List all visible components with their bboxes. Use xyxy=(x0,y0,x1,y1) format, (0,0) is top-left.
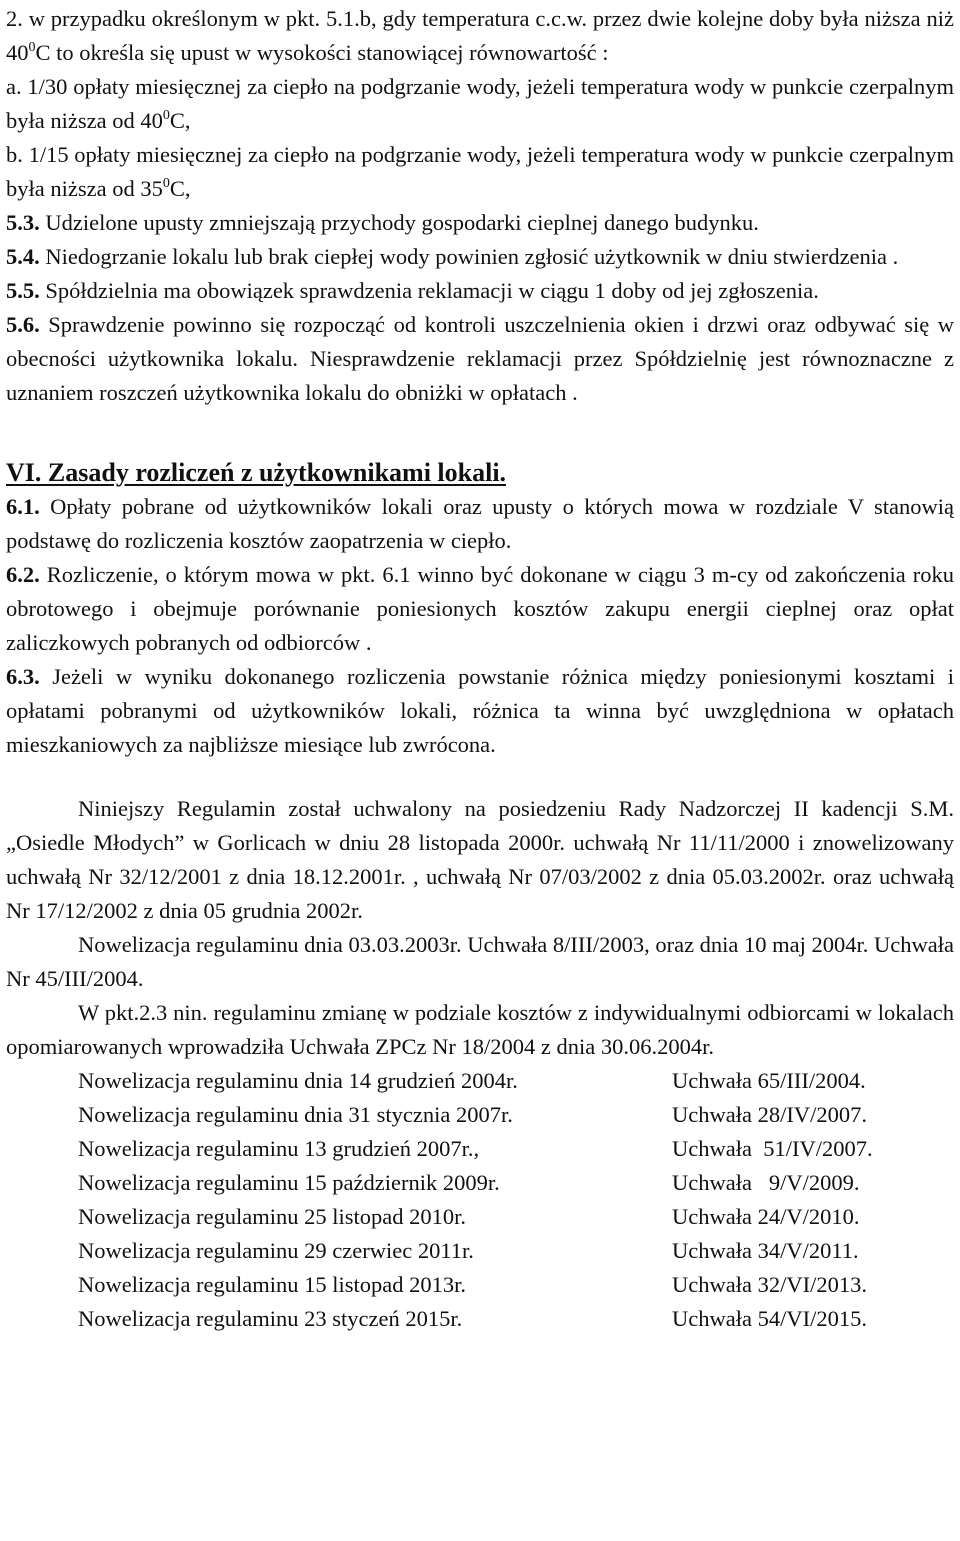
list-item xyxy=(78,1064,954,1098)
resolution-number: Uchwała 54/VI/2015. xyxy=(672,1306,867,1331)
list-item-text: b. 1/15 opłaty miesięcznej za ciepło na podgrzanie wody, jeżeli temperatura wody w punkcie czerpalnym była niższa od 35 xyxy=(6,142,954,201)
novelization-date: Nowelizacja regulaminu 15 październik 2009r. xyxy=(78,1170,500,1195)
list-item xyxy=(78,1166,954,1200)
novelization-date: Nowelizacja regulaminu 29 czerwiec 2011r. xyxy=(78,1238,474,1263)
paragraph-text: Opłaty pobrane od użytkowników lokali oraz upusty o których mowa w rozdziale V stanowią podstawę do rozliczenia kosztów zaopatrzenia w ciepło. xyxy=(6,494,955,553)
paragraph-text: Niedogrzanie lokalu lub brak ciepłej wody powinien zgłosić użytkownik w dniu stwierdzenia . xyxy=(45,244,899,269)
paragraph-6-3 xyxy=(6,660,954,762)
superscript-degree: 0 xyxy=(162,108,170,123)
paragraph-5-2 xyxy=(6,2,954,70)
paragraph-text: Spółdzielnia ma obowiązek sprawdzenia reklamacji w ciągu 1 doby od jej zgłoszenia. xyxy=(45,278,819,303)
list-item xyxy=(78,1132,954,1166)
resolution-number: Uchwała 9/V/2009. xyxy=(672,1170,860,1195)
resolution-number: Uchwała 28/IV/2007. xyxy=(672,1102,867,1127)
superscript-degree: 0 xyxy=(162,176,170,191)
paragraph-text: Sprawdzenie powinno się rozpocząć od kontroli uszczelnienia okien i drzwi oraz odbywać się w obecności użytkownika lokalu. Niesprawdzenie reklamacji przez Spółdzielnię jest równoznaczne z uznaniem roszczeń użytkownika lokalu do obniżki w opłatach . xyxy=(6,312,955,405)
paragraph-text: Rozliczenie, o którym mowa w pkt. 6.1 winno być dokonane w ciągu 3 m-cy od zakończenia roku obrotowego i obejmuje porównanie poniesionych kosztów zakupu energii cieplnej oraz opłat zaliczkowych pobranych od odbiorców . xyxy=(6,562,954,655)
list-item-b xyxy=(6,138,954,206)
resolution-number: Uchwała 51/IV/2007. xyxy=(672,1136,873,1161)
resolution-number: Uchwała 32/VI/2013. xyxy=(672,1272,867,1297)
paragraph-number: 6.3. xyxy=(6,664,40,689)
paragraph-6-2 xyxy=(6,558,954,660)
closing-paragraph-amendment: W pkt.2.3 nin. regulaminu zmianę w podziale kosztów z indywidualnymi odbiorcami w lokalach opomiarowanych wprowadziła Uchwała ZPCz Nr 18/2004 z dnia 30.06.2004r. xyxy=(6,1000,954,1059)
resolution-number: Uchwała 24/V/2010. xyxy=(672,1204,860,1229)
novelization-date: Nowelizacja regulaminu 13 grudzień 2007r., xyxy=(78,1136,480,1161)
paragraph-6-1 xyxy=(6,490,954,558)
novelization-date: Nowelizacja regulaminu dnia 14 grudzień 2004r. xyxy=(78,1068,518,1093)
novelization-date: Nowelizacja regulaminu 23 styczeń 2015r. xyxy=(78,1306,463,1331)
paragraph-5-5 xyxy=(6,274,954,308)
novelization-date: Nowelizacja regulaminu 25 listopad 2010r. xyxy=(78,1204,467,1229)
paragraph-text: Jeżeli w wyniku dokonanego rozliczenia powstanie różnica między poniesionymi kosztami i opłatami pobranymi od użytkowników lokali, różnica ta winna być uwzględniona w opłatach mieszkaniowych za najbliższe miesiące lub zwrócona. xyxy=(6,664,954,757)
resolution-number: Uchwała 34/V/2011. xyxy=(672,1238,859,1263)
paragraph-5-3 xyxy=(6,206,954,240)
section-heading: VI. Zasady rozliczeń z użytkownikami lokali. xyxy=(6,458,507,487)
novelization-date: Nowelizacja regulaminu dnia 31 stycznia 2007r. xyxy=(78,1102,513,1127)
paragraph-5-4 xyxy=(6,240,954,274)
closing-paragraph-adoption: Niniejszy Regulamin został uchwalony na posiedzeniu Rady Nadzorczej II kadencji S.M. „Osiedle Młodych” w Gorlicach w dniu 28 listopada 2000r. uchwałą Nr 11/11/2000 i znowelizowany uchwałą Nr 32/12/2001 z dnia 18.12.2001r. , uchwałą Nr 07/03/2002 z dnia 05.03.2002r. oraz uchwałą Nr 17/12/2002 z dnia 05 grudnia 2002r. xyxy=(6,796,954,923)
resolution-number: Uchwała 65/III/2004. xyxy=(672,1068,866,1093)
list-item-text: a. 1/30 opłaty miesięcznej za ciepło na podgrzanie wody, jeżeli temperatura wody w punkcie czerpalnym była niższa od 40 xyxy=(6,74,954,133)
list-item xyxy=(78,1200,954,1234)
paragraph-text: Udzielone upusty zmniejszają przychody gospodarki cieplnej danego budynku. xyxy=(45,210,759,235)
paragraph-5-6 xyxy=(6,308,954,410)
novelization-list xyxy=(78,1064,954,1336)
novelization-date: Nowelizacja regulaminu 15 listopad 2013r. xyxy=(78,1272,467,1297)
paragraph-number: 5.6. xyxy=(6,312,40,337)
closing-paragraph-novelization: Nowelizacja regulaminu dnia 03.03.2003r. Uchwała 8/III/2003, oraz dnia 10 maj 2004r. Uchwała Nr 45/III/2004. xyxy=(6,932,954,991)
superscript-degree: 0 xyxy=(28,40,36,55)
paragraph-text: 2. w przypadku określonym w pkt. 5.1.b, gdy temperatura c.c.w. przez dwie kolejne doby była niższa niż 40 xyxy=(6,6,954,65)
paragraph-number: 5.4. xyxy=(6,244,40,269)
paragraph-number: 6.2. xyxy=(6,562,40,587)
list-item xyxy=(78,1268,954,1302)
list-item-text: C, xyxy=(169,108,191,133)
paragraph-number: 6.1. xyxy=(6,494,40,519)
paragraph-text: C to określa się upust w wysokości stanowiącej równowartość : xyxy=(35,40,609,65)
paragraph-number: 5.5. xyxy=(6,278,40,303)
list-item-a xyxy=(6,70,954,138)
list-item-text: C, xyxy=(169,176,191,201)
list-item xyxy=(78,1098,954,1132)
list-item xyxy=(78,1234,954,1268)
paragraph-number: 5.3. xyxy=(6,210,40,235)
list-item xyxy=(78,1302,954,1336)
spacer xyxy=(6,762,954,792)
